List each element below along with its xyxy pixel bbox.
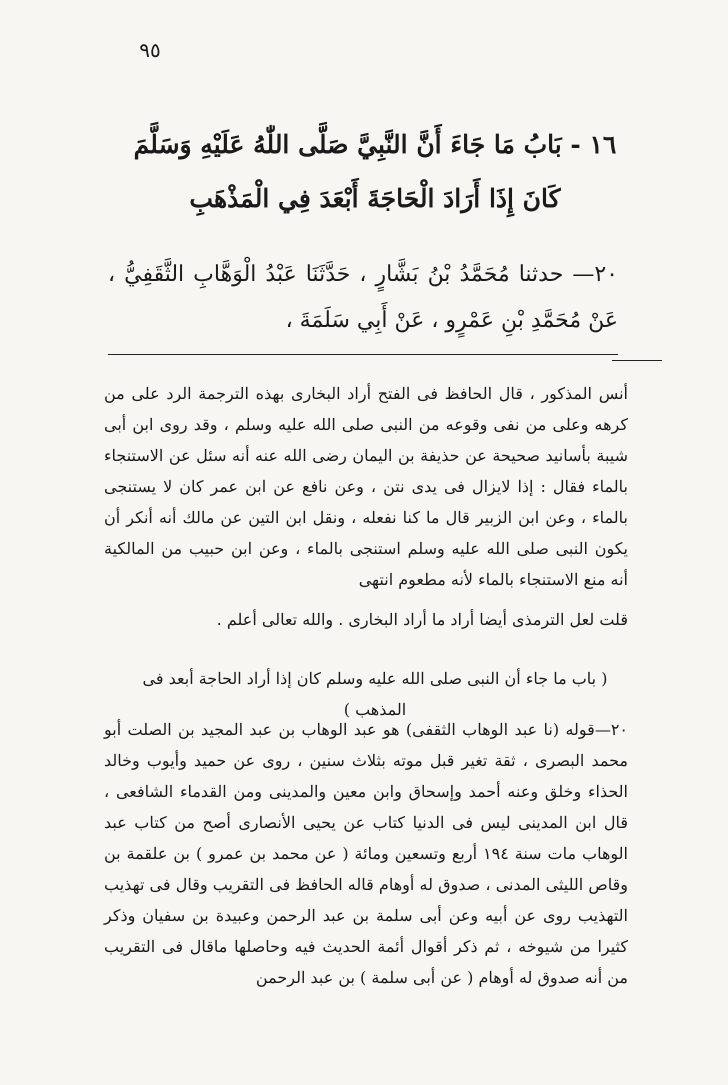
commentary-paragraph [104,378,628,595]
commentary-text: قلت لعل الترمذى أيضا أراد ما أراد البخارى . والله تعالى أعلم . [216,610,628,629]
commentary-text: ٢٠—قوله (نا عبد الوهاب الثقفى) هو عبد الوهاب بن عبد المجيد بن الصلت أبو محمد البصرى ، ثقة تغير قبل موته بثلاث سنين ، روى عن حميد وأيوب وخالد الحذاء وخلق وعنه أحمد وإسحاق وابن معين والمدينى ومن القدماء الشافعى ، قال ابن المدينى ليس فى الدنيا كتاب عن يحيى الأنصارى أصح من كتاب عبد الوهاب مات سنة ١٩٤ أربع وتسعين ومائة ( عن محمد بن عمرو ) بن علقمة بن وقاص الليثى المدنى ، صدوق له أوهام قاله الحافظ فى التقريب وقال فى تهذيب التهذيب روى عن أبيه وعن أبى سلمة بن عبد الرحمن وعبيدة بن سفيان وذكر كثيرا من شيوخه ، ثم ذكر أقوال أئمة الحديث فيه وحاصلها ماقال فى التقريب من أنه صدوق له أوهام ( عن أبى سلمة ) بن عبد الرحمن [104,720,629,987]
commentary-text: أنس المذكور ، قال الحافظ فى الفتح أراد البخارى بهذه الترجمة الرد على من كرهه وعلى من نفى وقوعه من النبى صلى الله عليه وسلم ، وقد روى ابن أبى شيبة بأسانيد صحيحة عن حذيفة بن اليمان رضى الله عنه أنه سئل عن الاستنجاء بالماء فقال : إذا لايزال فى يدى نتن ، وعن نافع عن ابن عمر كان لا يستنجى بالماء ، وعن ابن الزبير قال ما كنا نفعله ، ونقل ابن التين عن مالك أنه أنكر أن يكون النبى صلى الله عليه وسلم استنجى بالماء ، وعن ابن حبيب من المالكية أنه منع الاستنجاء بالماء لأنه مطعوم انتهى [104,384,629,589]
separator-rule-short [612,360,662,361]
commentary-heading-text: ( باب ما جاء أن النبى صلى الله عليه وسلم كان إذا أراد الحاجة أبعد فى المذهب ) [142,669,608,719]
chapter-title: ١٦ - بَابُ مَا جَاءَ أَنَّ النَّبِيَّ صَلَّى اللّٰهُ عَلَيْهِ وَسَلَّمَ كَانَ إِذَا أَرَادَ الْحَاجَةَ أَبْعَدَ فِي الْمَذْهَبِ [133,130,617,213]
commentary-paragraph [104,604,628,635]
separator-rule [108,354,618,355]
page-number: ٩٥ [139,38,161,62]
hadith-text: ٢٠— حدثنا مُحَمَّدُ بْنُ بَشَّارٍ ، حَدَّثَنَا عَبْدُ الْوَهَّابِ الثَّقَفِيُّ ، عَنْ مُحَمَّدِ بْنِ عَمْرٍو ، عَنْ أَبِي سَلَمَةَ ، [108,262,618,333]
commentary-paragraph [104,714,628,993]
